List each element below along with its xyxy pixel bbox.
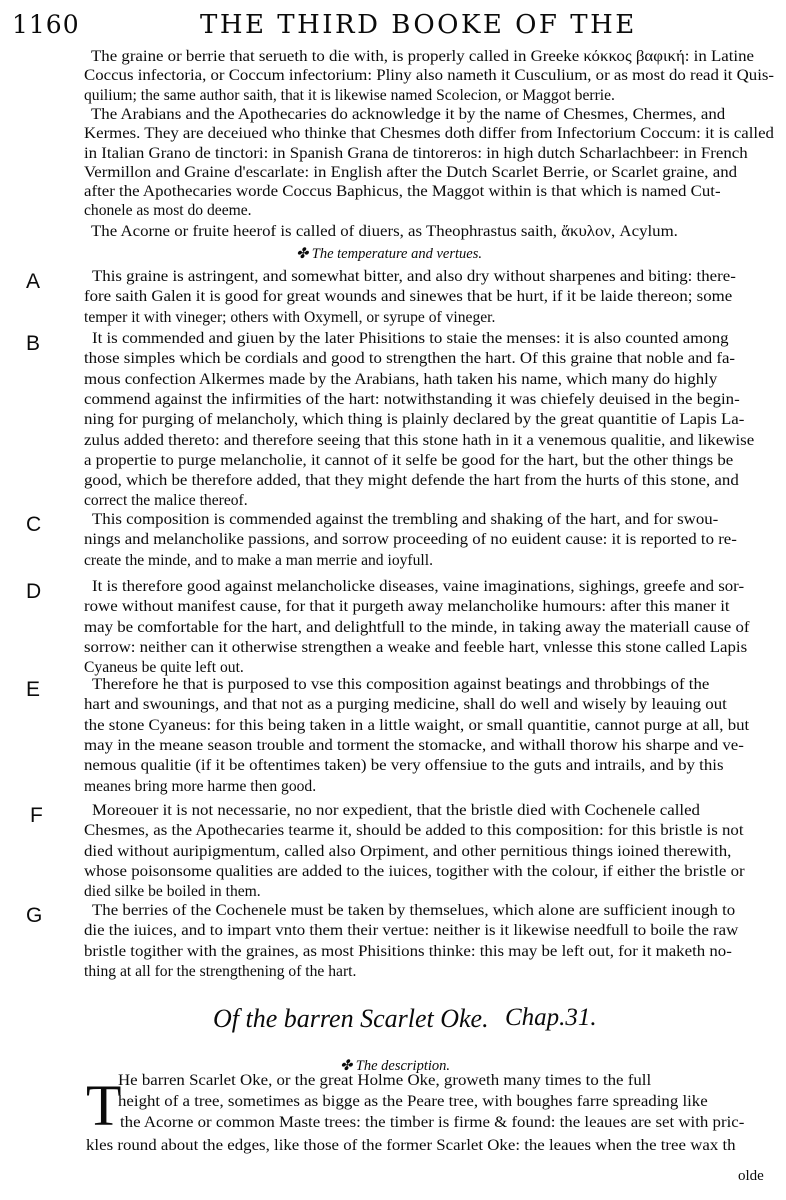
- chapter-title: Of the barren Scarlet Oke.: [213, 1004, 489, 1033]
- text-line: Kermes. They are deceiued who thinke that Chesmes doth differ from Infectorium Coccum: it is called: [84, 125, 774, 143]
- text-line: chonele as most do deeme.: [84, 202, 252, 220]
- text-line: temper it with vineger; others with Oxymell, or syrupe of vineger.: [84, 308, 496, 326]
- text-line: those simples which be cordials and good to strengthen the hart. Of this graine that noble and fa-: [84, 350, 736, 368]
- section-heading-description: ✤ The description.: [340, 1058, 451, 1074]
- margin-letter-a: A: [26, 270, 41, 293]
- text-line: rowe without manifest cause, for that it purgeth away melancholike humours: after this maner it: [84, 598, 730, 616]
- margin-letter-c: C: [26, 513, 42, 536]
- text-line: height of a tree, sometimes as bigge as the Peare tree, with boughes farre spreading like: [118, 1093, 708, 1110]
- text-line: died without auripigmentum, called also Orpiment, and other pernitious things ioined therewith,: [84, 842, 732, 860]
- text-line: It is commended and giuen by the later Phisitions to staie the menses: it is also counted among: [92, 330, 729, 347]
- text-line: This composition is commended against the trembling and shaking of the hart, and for swou-: [92, 511, 719, 528]
- text-line: zulus added thereto: and therefore seeing that this stone hath in it a venemous qualitie, and likewise: [84, 431, 755, 449]
- text-line: after the Apothecaries worde Coccus Baphicus, the Maggot within is that which is named Cut-: [84, 183, 721, 201]
- text-line: He barren Scarlet Oke, or the great Holme Oke, groweth many times to the full: [118, 1072, 652, 1089]
- text-line: It is therefore good against melancholicke diseases, vaine imaginations, sighings, greefe and sor-: [92, 578, 745, 595]
- text-line: kles round about the edges, like those of the former Scarlet Oke: the leaues when the tree wax th: [86, 1137, 736, 1154]
- text-line: quilium; the same author saith, that it is likewise named Scolecion, or Maggot berrie.: [84, 86, 615, 104]
- text-line: The berries of the Cochenele must be taken by themselues, which alone are sufficient inough to: [92, 902, 736, 919]
- text-line: The graine or berrie that serueth to die with, is properly called in Greeke κόκκος βαφική: in Latine: [91, 48, 755, 65]
- text-line: Chesmes, as the Apothecaries tearme it, should be added to this composition: for this bristle is not: [84, 822, 744, 840]
- text-line: Therefore he that is purposed to vse this composition against beatings and throbbings of the: [92, 676, 710, 693]
- page-header: [8, 10, 778, 40]
- text-line: The Arabians and the Apothecaries do acknowledge it by the name of Chesmes, Chermes, and: [91, 105, 726, 123]
- text-line: create the minde, and to make a man merrie and ioyfull.: [84, 551, 433, 569]
- text-line: thing at all for the strengthening of the hart.: [84, 962, 357, 980]
- section-heading-temperature: ✤ The temperature and vertues.: [296, 246, 482, 262]
- text-line: Cyaneus be quite left out.: [84, 659, 244, 677]
- margin-letter-f: F: [30, 804, 43, 827]
- text-line: sorrow: neither can it otherwise strengthen a weake and feeble hart, vnlesse this stone called Lapis: [84, 638, 748, 656]
- text-line: a propertie to purge melancholie, it cannot of it selfe be good for the hart, but the other things be: [84, 451, 734, 469]
- text-line: This graine is astringent, and somewhat bitter, and also dry without sharpenes and biting: there-: [92, 268, 736, 285]
- running-head: THE THIRD BOOKE OF THE: [200, 10, 637, 40]
- text-line: the stone Cyaneus: for this being taken in a little waight, or small quantitie, cannot purge at all, but: [84, 716, 750, 734]
- margin-letter-e: E: [26, 678, 41, 701]
- chapter-number: Chap.31.: [505, 1004, 597, 1031]
- text-line: died silke be boiled in them.: [84, 883, 261, 901]
- text-line: in Italian Grano de tinctori: in Spanish Grana de tintoreros: in high dutch Scharlachbeer: in French: [84, 144, 748, 162]
- margin-letter-g: G: [26, 904, 43, 927]
- text-line: Coccus infectoria, or Coccum infectorium: Pliny also nameth it Cusculium, or as most do read it Quis-: [84, 67, 775, 85]
- text-line: Moreouer it is not necessarie, no nor expedient, that the bristle died with Cochenele called: [92, 802, 700, 819]
- text-line: correct the malice thereof.: [84, 492, 248, 510]
- page-number: 1160: [12, 10, 80, 39]
- text-line: meanes bring more harme then good.: [84, 777, 317, 795]
- text-line: hart and swounings, and that not as a purging medicine, shall do well and wisely by leauing out: [84, 696, 727, 714]
- text-line: mous confection Alkermes made by the Arabians, hath taken his name, which many do highly: [84, 370, 718, 388]
- text-line: ning for purging of melancholy, which thing is plainly declared by the great quantitie of Lapis La-: [84, 411, 745, 429]
- text-line: whose poisonsome qualities are added to the iuices, togither with the colour, if either the bristle or: [84, 862, 745, 880]
- margin-letter-b: B: [26, 332, 41, 355]
- text-line: The Acorne or fruite heerof is called of diuers, as Theophrastus saith, ἄκυλον, Acylum.: [91, 223, 678, 241]
- text-line: Vermillon and Graine d'escarlate: in English after the Dutch Scarlet Berrie, or Scarlet graine, and: [84, 163, 738, 181]
- text-line: may be comfortable for the hart, and delightfull to the minde, in taking away the materiall cause of: [84, 618, 750, 636]
- text-line: bristle togither with the graines, as most Phisitions thinke: this may be left out, for it maketh no-: [84, 942, 732, 960]
- text-line: die the iuices, and to impart vnto them their vertue: neither is it likewise needfull to boile the raw: [84, 922, 739, 940]
- text-line: commend against the infirmities of the hart: notwithstanding it was chiefely deuised in the begin-: [84, 390, 740, 408]
- text-line: may in the meane season trouble and torment the stomacke, and withall thorow his sharpe and ve-: [84, 736, 744, 754]
- text-line: fore saith Galen it is good for great wounds and sinewes that be hurt, if it be laide thereon; some: [84, 288, 733, 306]
- text-line: nemous qualitie (if it be oftentimes taken) be very offensiue to the guts and intrails, and by this: [84, 757, 724, 775]
- text-line: good, which be therefore added, that they might defende the hart from the hurts of this stone, and: [84, 472, 739, 490]
- text-line: the Acorne or common Maste trees: the timber is firme & found: the leaues are set with pric-: [120, 1114, 745, 1131]
- catchword: olde: [738, 1168, 764, 1184]
- margin-letter-d: D: [26, 580, 42, 603]
- text-line: nings and melancholike passions, and sorrow proceeding of no euident cause: it is reported to re-: [84, 531, 737, 549]
- drop-cap: T: [86, 1073, 122, 1138]
